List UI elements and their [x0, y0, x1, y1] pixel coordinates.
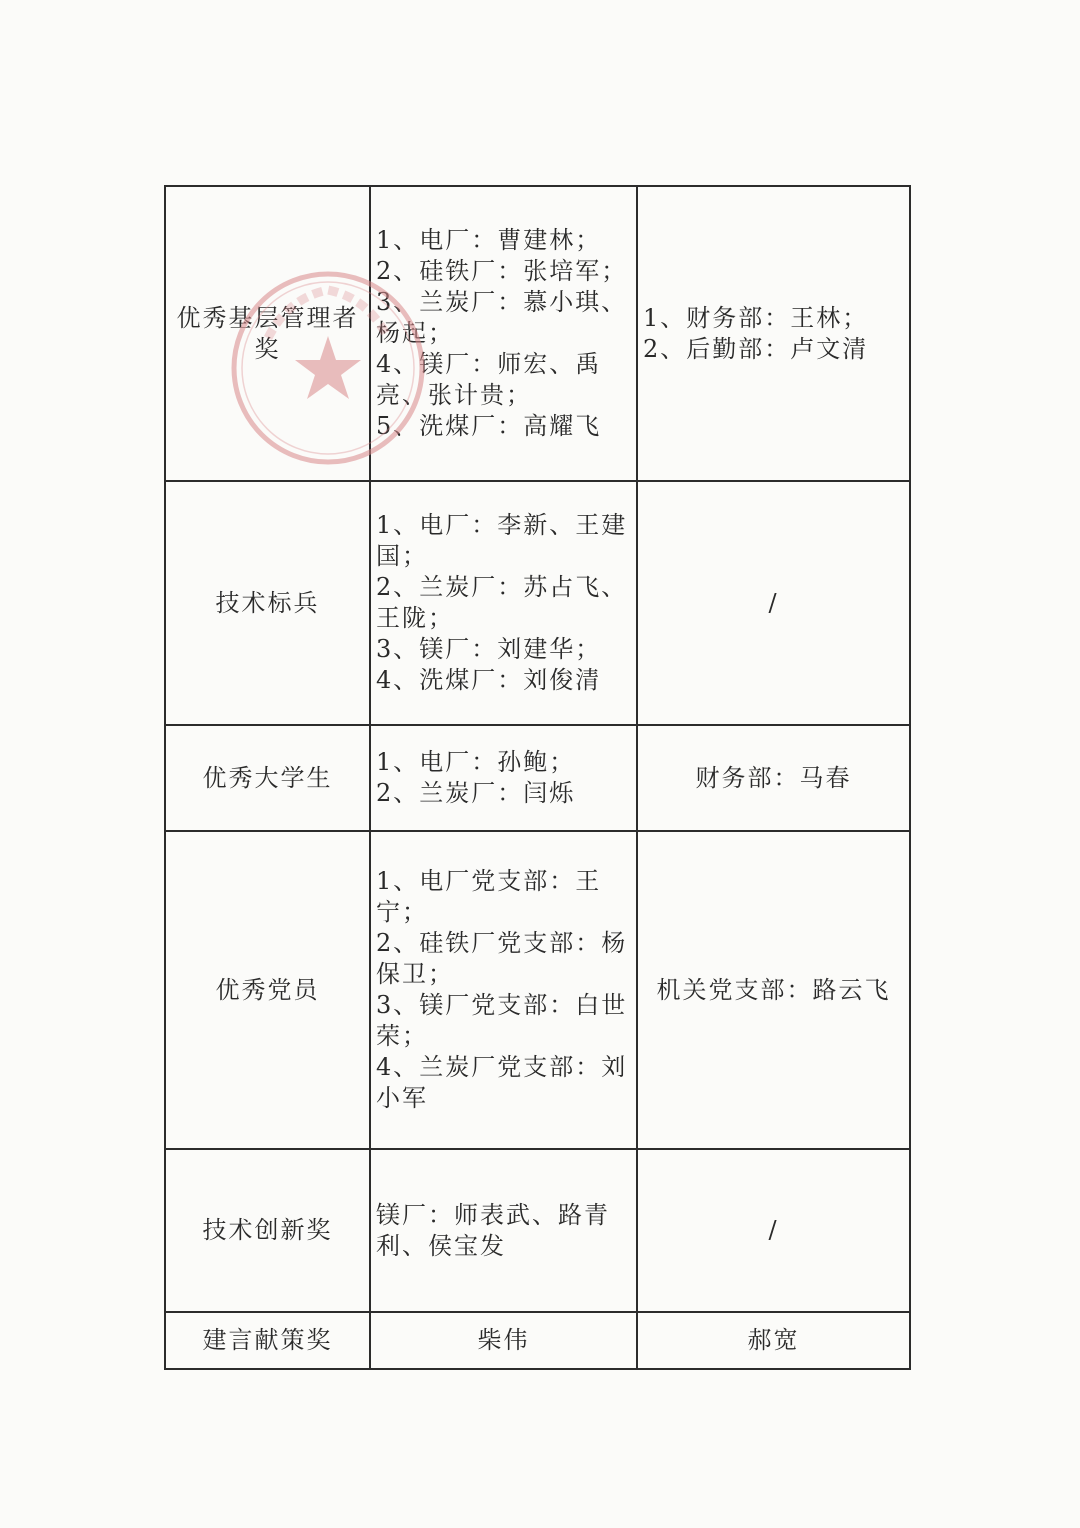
list-item: 镁厂：师表武、路青利、侯宝发: [376, 1200, 610, 1260]
list-item: 1、电厂：李新、王建国；: [376, 511, 628, 570]
category-cell: 技术标兵: [165, 481, 370, 725]
category-cell: 优秀党员: [165, 831, 370, 1149]
list-item: 财务部：马春: [695, 763, 852, 792]
list-item: 3、镁厂：刘建华；: [376, 635, 602, 663]
list-item: 2、硅铁厂：张培军；: [376, 257, 628, 285]
department-cell: [637, 725, 910, 831]
factory-cell: [370, 1149, 637, 1312]
category-cell: 优秀基层管理者奖: [165, 186, 370, 481]
table-row: [165, 1149, 910, 1312]
category-cell: 优秀大学生: [165, 725, 370, 831]
list-item: 1、电厂：曹建林；: [376, 226, 602, 254]
table-row: [165, 481, 910, 725]
department-cell: [637, 481, 910, 725]
empty-mark: /: [768, 588, 779, 617]
factory-cell: [370, 481, 637, 725]
list-item: 1、电厂：孙鲍；: [376, 748, 576, 776]
list-item: 柴伟: [477, 1326, 530, 1354]
list-item: 1、电厂党支部：王宁；: [376, 867, 602, 926]
department-cell: [637, 831, 910, 1149]
list-item: 2、兰炭厂：苏占飞、王陇；: [376, 573, 628, 632]
department-cell: [637, 1312, 910, 1369]
factory-cell: [370, 1312, 637, 1369]
list-item: 2、后勤部：卢文清: [643, 334, 869, 363]
department-cell: [637, 1149, 910, 1312]
list-item: 3、镁厂党支部：白世荣；: [376, 991, 628, 1050]
list-item: 4、兰炭厂党支部：刘小军: [376, 1053, 628, 1112]
factory-cell: [370, 831, 637, 1149]
category-cell: 技术创新奖: [165, 1149, 370, 1312]
table-row: [165, 186, 910, 481]
table-row: [165, 1312, 910, 1369]
list-item: 机关党支部：路云飞: [656, 975, 891, 1004]
awards-table: [164, 185, 911, 1370]
list-item: 3、兰炭厂：慕小琪、杨起；: [376, 288, 628, 347]
empty-mark: /: [768, 1216, 779, 1244]
list-item: 2、硅铁厂党支部：杨保卫；: [376, 929, 628, 988]
factory-cell: [370, 186, 637, 481]
table-row: [165, 725, 910, 831]
list-item: 4、镁厂：师宏、禹亮、张计贵；: [376, 350, 602, 409]
department-cell: [637, 186, 910, 481]
list-item: 5、洗煤厂：高耀飞: [376, 412, 602, 440]
list-item: 郝宽: [747, 1326, 800, 1354]
table-row: [165, 831, 910, 1149]
list-item: 1、财务部：王林；: [643, 303, 869, 332]
factory-cell: [370, 725, 637, 831]
list-item: 4、洗煤厂：刘俊清: [376, 666, 602, 694]
category-cell: 建言献策奖: [165, 1312, 370, 1369]
list-item: 2、兰炭厂：闫烁: [376, 779, 576, 807]
